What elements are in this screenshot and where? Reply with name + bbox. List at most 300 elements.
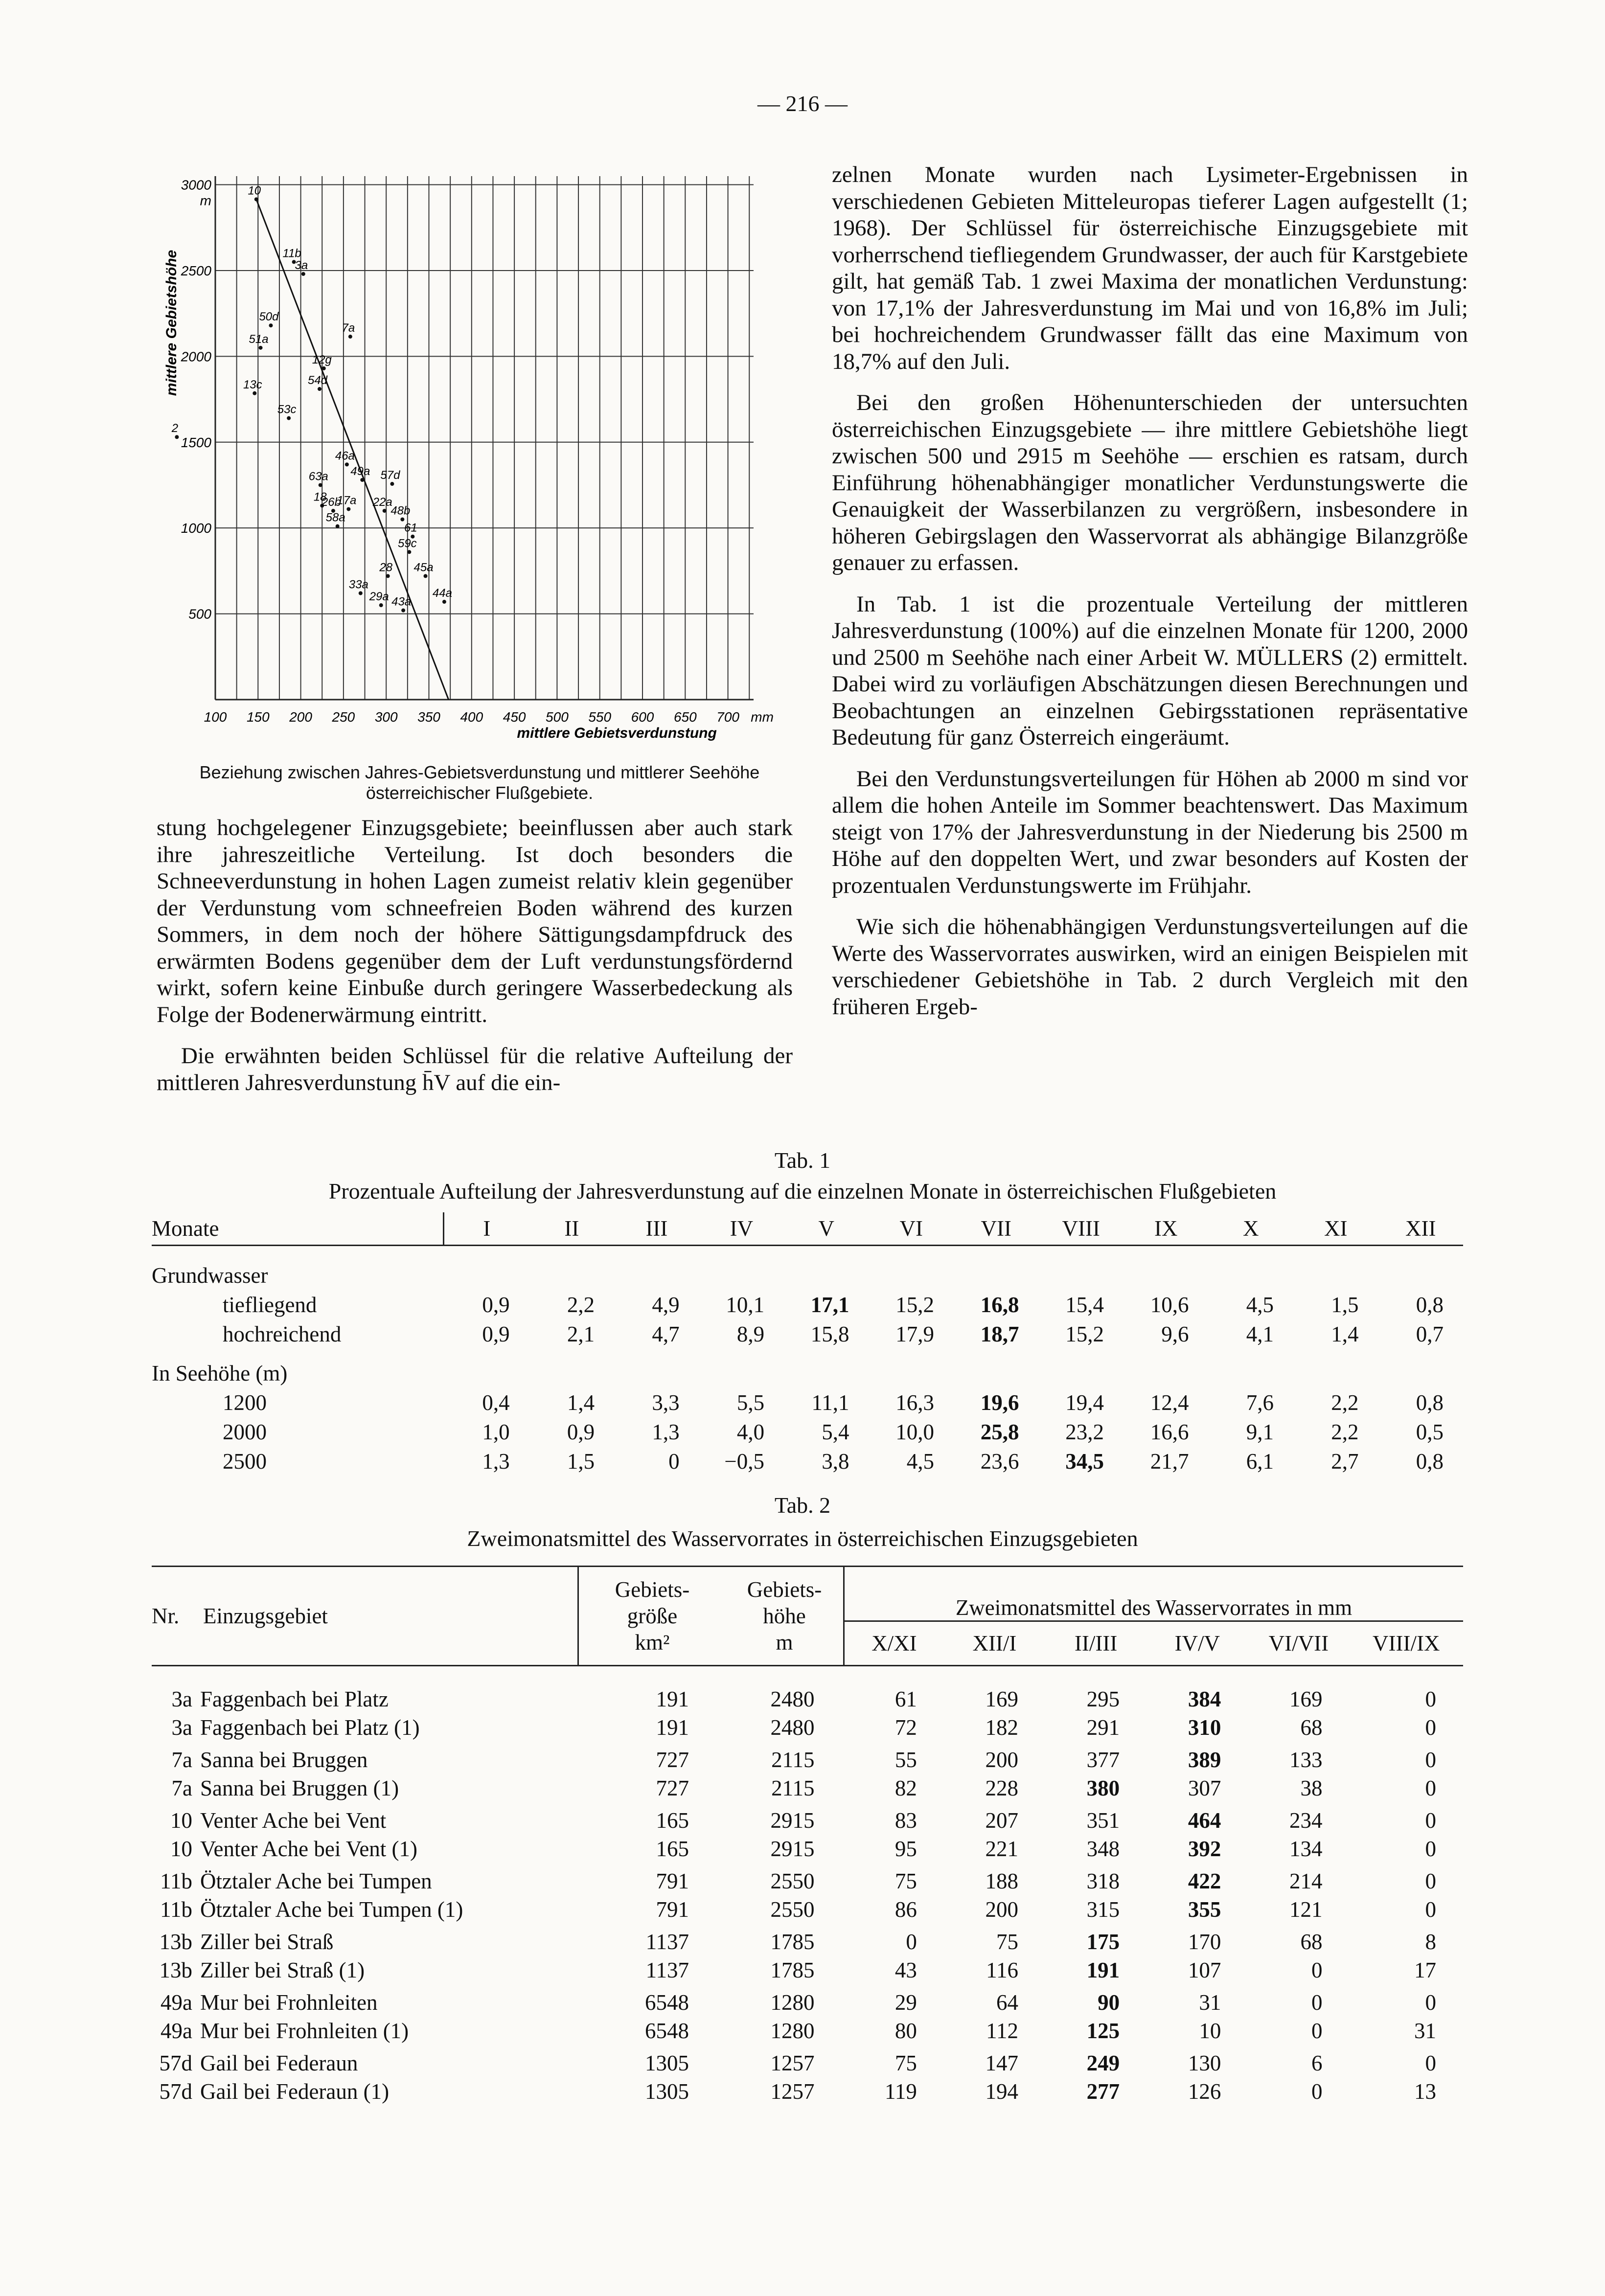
- point-label: 26b: [321, 496, 341, 509]
- month-header: XII: [1405, 1216, 1436, 1241]
- cell-name: Ziller bei Straß (1): [200, 1958, 365, 1982]
- table-cell: 4,7: [652, 1322, 680, 1346]
- cell-value: 200: [985, 1897, 1019, 1922]
- cell-value: 291: [1086, 1715, 1120, 1740]
- cell-size: 6548: [645, 2019, 689, 2043]
- table-cell: 0,8: [1416, 1449, 1444, 1474]
- table-row: [152, 2017, 1463, 2045]
- cell-value: 8: [1425, 1930, 1436, 1954]
- point-label: 3a: [295, 258, 308, 272]
- x-axis-title: mittlere Gebietsverdunstung: [517, 725, 717, 741]
- x-tick-label: 250: [332, 709, 355, 725]
- cell-value: 228: [985, 1776, 1019, 1800]
- x-tick-label: 100: [204, 709, 227, 725]
- cell-nr: 3a: [171, 1715, 192, 1740]
- table-row: [152, 2049, 1463, 2077]
- header-nr: Nr.: [152, 1604, 180, 1628]
- cell-value: 55: [894, 1748, 917, 1772]
- table-cell: 34,5: [1065, 1449, 1104, 1474]
- cell-value: 310: [1188, 1715, 1221, 1740]
- table-cell: 0,8: [1416, 1390, 1444, 1415]
- cell-value: 234: [1289, 1808, 1323, 1833]
- cell-value: 0: [1425, 1776, 1436, 1800]
- cell-value: 0: [1425, 2051, 1436, 2075]
- data-point: [386, 574, 390, 578]
- page-number: — 216 —: [757, 91, 848, 116]
- table-cell: 11,1: [811, 1390, 849, 1415]
- table-cell: 0,7: [1416, 1322, 1444, 1346]
- table-cell: 1,4: [1331, 1322, 1359, 1346]
- table-row: [152, 1319, 1463, 1349]
- table-cell: 9,6: [1161, 1322, 1189, 1346]
- cell-nr: 10: [170, 1808, 192, 1833]
- table-row: [152, 1895, 1463, 1924]
- cell-name: Ötztaler Ache bei Tumpen (1): [200, 1897, 463, 1922]
- cell-value: 107: [1188, 1958, 1221, 1982]
- table-cell: 0,9: [482, 1293, 510, 1317]
- tab1-title: Prozentuale Aufteilung der Jahresverdunstung auf die einzelnen Monate in österreichischen Flußgebieten: [328, 1179, 1277, 1204]
- x-tick-label: 500: [546, 709, 569, 725]
- cell-value: 82: [894, 1776, 917, 1800]
- cell-height: 1785: [770, 1958, 815, 1982]
- point-label: 28: [379, 561, 393, 574]
- table-row: [152, 1928, 1463, 1956]
- cell-nr: 13b: [159, 1958, 192, 1982]
- table-cell: 16,3: [895, 1390, 935, 1415]
- table-water-storage: [152, 1566, 1463, 2106]
- cell-value: 31: [1414, 2019, 1436, 2043]
- cell-size: 6548: [645, 1990, 689, 2015]
- cell-value: 194: [985, 2079, 1019, 2104]
- cell-height: 2550: [770, 1869, 815, 1893]
- cell-value: 384: [1188, 1687, 1221, 1711]
- y-tick-label: 2000: [181, 349, 211, 364]
- table-cell: 5,5: [736, 1390, 765, 1415]
- table-cell: 4,0: [736, 1420, 765, 1444]
- cell-size: 1137: [645, 1958, 689, 1982]
- cell-value: 75: [996, 1930, 1019, 1954]
- cell-value: 0: [1311, 1958, 1323, 1982]
- cell-height: 1785: [770, 1930, 815, 1954]
- point-label: 44a: [432, 587, 452, 600]
- point-label: 11b: [282, 247, 301, 260]
- table-cell: 2,2: [1331, 1420, 1359, 1444]
- point-label: 29a: [369, 590, 389, 604]
- month-header: II: [564, 1216, 579, 1241]
- data-point: [359, 591, 363, 595]
- cell-name: Mur bei Frohnleiten (1): [200, 2019, 409, 2043]
- table-cell: 15,8: [810, 1322, 849, 1346]
- cell-value: 0: [1425, 1748, 1436, 1772]
- cell-value: 0: [1311, 2079, 1323, 2104]
- table-cell: 23,2: [1065, 1420, 1104, 1444]
- row-label: 2500: [223, 1449, 267, 1474]
- point-label: 63a: [308, 470, 328, 483]
- header-height: Gebiets- höhe m: [726, 1567, 844, 1666]
- table-cell: 2,1: [567, 1322, 595, 1346]
- table-cell: 1,3: [482, 1449, 510, 1474]
- cell-size: 1305: [645, 2051, 689, 2075]
- cell-value: 147: [985, 2051, 1019, 2075]
- cell-value: 169: [1289, 1687, 1323, 1711]
- cell-value: 61: [894, 1687, 917, 1711]
- cell-value: 126: [1188, 2079, 1221, 2104]
- cell-size: 165: [656, 1808, 689, 1833]
- x-tick-label: 150: [246, 709, 270, 725]
- table-cell: 16,8: [980, 1293, 1019, 1317]
- point-label: 54d: [307, 374, 328, 387]
- cell-name: Mur bei Frohnleiten: [200, 1990, 378, 2015]
- table-row: [152, 2077, 1463, 2106]
- cell-value: 90: [1098, 1990, 1120, 2015]
- right-column: [832, 161, 1468, 1035]
- table-monthly-distribution: [152, 1212, 1463, 1476]
- cell-value: 95: [894, 1837, 917, 1861]
- cell-value: 380: [1086, 1776, 1120, 1800]
- month-header: VIII: [1062, 1216, 1100, 1241]
- table-cell: 0: [668, 1449, 680, 1474]
- left-column: [157, 815, 793, 1111]
- data-point: [269, 323, 273, 327]
- cell-value: 0: [1425, 1990, 1436, 2015]
- cell-value: 0: [906, 1930, 917, 1954]
- month-header: V: [818, 1216, 835, 1241]
- data-point: [175, 435, 179, 439]
- cell-height: 2550: [770, 1897, 815, 1922]
- point-label: 12g: [312, 353, 332, 366]
- cell-value: 0: [1425, 1808, 1436, 1833]
- table-cell: 12,4: [1150, 1390, 1189, 1415]
- data-point: [379, 603, 383, 607]
- column-header: Monate: [152, 1212, 444, 1246]
- row-label: 1200: [223, 1390, 267, 1415]
- point-label: 43a: [391, 595, 412, 609]
- point-label: 33a: [348, 578, 368, 591]
- cell-height: 2915: [770, 1837, 815, 1861]
- cell-value: 0: [1425, 1897, 1436, 1922]
- cell-value: 318: [1086, 1869, 1120, 1893]
- data-point: [383, 509, 387, 513]
- data-point: [252, 391, 256, 395]
- cell-nr: 49a: [160, 1990, 192, 2015]
- cell-value: 68: [1300, 1715, 1323, 1740]
- cell-nr: 10: [170, 1837, 192, 1861]
- cell-value: 0: [1425, 1715, 1436, 1740]
- table-cell: 1,5: [1331, 1293, 1359, 1317]
- cell-nr: 11b: [160, 1869, 192, 1893]
- table-row: [152, 1290, 1463, 1319]
- cell-value: 13: [1414, 2079, 1436, 2104]
- point-label: 48b: [390, 504, 411, 518]
- table-cell: 8,9: [736, 1322, 765, 1346]
- cell-value: 0: [1425, 1837, 1436, 1861]
- paragraph: In Tab. 1 ist die prozentuale Verteilung der mittleren Jahresverdunstung (100%) auf die einzelnen Monate für 1200, 2000 und 2500 m Seehöhe nach einer Arbeit W. MÜLLERS (2) ermittelt. Dabei wird zu vorläufigen Abschätzungen diesen Berechnungen und Beobachtungen an einzelnen Gebirgsstationen repräsentative Bedeutung für ganz Österreich eingeräumt.: [832, 591, 1468, 750]
- cell-value: 121: [1289, 1897, 1323, 1922]
- cell-value: 0: [1425, 1869, 1436, 1893]
- cell-height: 1257: [770, 2051, 815, 2075]
- period-header: II/III: [1074, 1631, 1118, 1656]
- cell-value: 191: [1086, 1958, 1120, 1982]
- cell-height: 2915: [770, 1808, 815, 1833]
- table-row: [152, 1988, 1463, 2017]
- scatter-chart: [161, 161, 812, 763]
- cell-value: 38: [1300, 1776, 1323, 1800]
- table-cell: 0,9: [482, 1322, 510, 1346]
- month-header: I: [483, 1216, 491, 1241]
- cell-name: Faggenbach bei Platz: [200, 1687, 389, 1711]
- paragraph: stung hochgelegener Einzugsgebiete; beeinflussen aber auch stark ihre jahreszeitliche Verteilung. Ist doch besonders die Schneeverdunstung in hohen Lagen zumeist relativ klein gegenüber der Verdunstung vom schneefreien Boden während des kurzen Sommers, in dem noch der höhere Sättigungsdampfdruck des erwärmten Bodens gegenüber dem der Luft verdunstungsfördernd wirkt, sofern keine Einbuße durch geringere Wasserbedeckung als Folge der Bodenerwärmung eintritt.: [157, 815, 793, 1027]
- figure-caption: Beziehung zwischen Jahres-Gebietsverdunstung und mittlerer Seehöhe österreichischer Flußgebiete.: [199, 762, 760, 803]
- point-label: 17a: [337, 494, 357, 507]
- table-row: [152, 1746, 1463, 1774]
- cell-nr: 3a: [171, 1687, 192, 1711]
- row-label: tiefliegend: [223, 1293, 317, 1317]
- point-label: 49a: [350, 464, 370, 478]
- table-cell: 21,7: [1150, 1449, 1189, 1474]
- table-cell: 7,6: [1246, 1390, 1274, 1415]
- table-cell: 4,5: [906, 1449, 935, 1474]
- cell-value: 348: [1086, 1837, 1120, 1861]
- cell-nr: 11b: [160, 1897, 192, 1922]
- y-axis-title: mittlere Gebietshöhe: [163, 250, 180, 396]
- table-cell: 0,9: [567, 1420, 595, 1444]
- point-label: 45a: [413, 561, 434, 574]
- cell-size: 727: [656, 1776, 689, 1800]
- table-cell: 25,8: [980, 1420, 1019, 1444]
- period-header: VI/VII: [1268, 1631, 1329, 1656]
- cell-nr: 7a: [171, 1776, 192, 1800]
- data-point: [287, 416, 291, 420]
- header-size: Gebiets- größe km²: [615, 1577, 690, 1655]
- cell-size: 791: [656, 1869, 689, 1893]
- cell-value: 249: [1086, 2051, 1120, 2075]
- cell-name: Ötztaler Ache bei Tumpen: [200, 1869, 432, 1893]
- cell-height: 1280: [770, 1990, 815, 2015]
- cell-value: 29: [894, 1990, 917, 2015]
- data-point: [301, 272, 305, 276]
- cell-value: 116: [986, 1958, 1019, 1982]
- cell-nr: 57d: [159, 2079, 192, 2104]
- cell-height: 2480: [770, 1715, 815, 1740]
- table-cell: 18,7: [980, 1322, 1019, 1346]
- month-header: IV: [730, 1216, 754, 1241]
- table-row: [152, 1835, 1463, 1863]
- cell-value: 175: [1086, 1930, 1120, 1954]
- x-unit-label: mm: [751, 709, 774, 725]
- table-cell: 2,2: [1331, 1390, 1359, 1415]
- cell-value: 389: [1188, 1748, 1221, 1772]
- month-header: VI: [899, 1216, 923, 1241]
- cell-value: 0: [1311, 1990, 1323, 2015]
- x-tick-label: 650: [673, 709, 697, 725]
- paragraph: zelnen Monate wurden nach Lysimeter-Ergebnissen in verschiedenen Gebieten Mitteleuropas tieferer Lagen aufgestellt (1; 1968). Der Schlüssel für österreichische Einzugsgebiete mit vorherrschend tiefliegendem Grundwasser, der auch für Karstgebiete gilt, hat gemäß Tab. 1 zwei Maxima der monatlichen Verdunstung: von 17,1% der Jahresverdunstung im Mai und von 16,8% im Juli; bei hochreichendem Grundwasser fällt das eine Maximum von 18,7% auf den Juli.: [832, 162, 1468, 374]
- cell-name: Faggenbach bei Platz (1): [200, 1715, 420, 1740]
- cell-value: 86: [894, 1897, 917, 1922]
- period-header: X/XI: [871, 1631, 917, 1656]
- cell-height: 1280: [770, 2019, 815, 2043]
- cell-value: 119: [885, 2079, 917, 2104]
- data-point: [346, 507, 350, 511]
- period-header: VIII/IX: [1373, 1631, 1440, 1656]
- cell-value: 351: [1086, 1808, 1120, 1833]
- cell-name: Ziller bei Straß: [200, 1930, 334, 1954]
- cell-value: 43: [894, 1958, 917, 1982]
- cell-value: 188: [985, 1869, 1019, 1893]
- cell-value: 72: [894, 1715, 917, 1740]
- group-label: In Seehöhe (m): [152, 1361, 288, 1386]
- data-point: [424, 574, 428, 578]
- cell-name: Gail bei Federaun (1): [200, 2079, 390, 2104]
- table-cell: 4,5: [1246, 1293, 1274, 1317]
- data-point: [254, 197, 258, 201]
- point-label: 50d: [259, 310, 279, 324]
- point-label: 46a: [335, 449, 355, 463]
- tab2-label: Tab. 2: [774, 1493, 831, 1518]
- table-cell: 3,8: [822, 1449, 849, 1474]
- cell-name: Venter Ache bei Vent: [200, 1808, 387, 1833]
- x-tick-label: 400: [460, 709, 483, 725]
- cell-value: 75: [894, 2051, 917, 2075]
- cell-name: Sanna bei Bruggen: [200, 1748, 368, 1772]
- x-tick-label: 550: [588, 709, 612, 725]
- cell-value: 125: [1086, 2019, 1120, 2043]
- cell-value: 355: [1188, 1897, 1221, 1922]
- point-label: 51a: [249, 332, 269, 346]
- x-tick-label: 200: [289, 709, 312, 725]
- x-tick-label: 300: [374, 709, 398, 725]
- table-cell: 4,9: [652, 1293, 680, 1317]
- table-cell: −0,5: [724, 1449, 765, 1474]
- table-row: [152, 1685, 1463, 1713]
- table-cell: 2,2: [567, 1293, 595, 1317]
- point-label: 61: [404, 521, 417, 535]
- cell-value: 0: [1311, 2019, 1323, 2043]
- data-point: [401, 609, 405, 613]
- cell-size: 791: [656, 1897, 689, 1922]
- cell-value: 0: [1425, 1687, 1436, 1711]
- data-point: [360, 478, 364, 482]
- row-label: 2000: [223, 1420, 267, 1444]
- table-cell: 17,1: [810, 1293, 849, 1317]
- cell-size: 727: [656, 1748, 689, 1772]
- point-label: 10: [248, 184, 261, 198]
- cell-value: 200: [985, 1748, 1019, 1772]
- table-row: [152, 1447, 1463, 1476]
- cell-value: 10: [1199, 2019, 1221, 2043]
- data-point: [400, 518, 404, 522]
- data-point: [336, 524, 340, 528]
- table-cell: 0,4: [482, 1390, 510, 1415]
- cell-value: 307: [1188, 1776, 1221, 1800]
- table-cell: 1,3: [652, 1420, 680, 1444]
- cell-value: 169: [985, 1687, 1019, 1711]
- table-cell: 19,4: [1065, 1390, 1104, 1415]
- table-cell: 19,6: [980, 1390, 1019, 1415]
- table-cell: 16,6: [1150, 1420, 1189, 1444]
- cell-value: 182: [985, 1715, 1019, 1740]
- y-tick-label: 1500: [181, 434, 211, 450]
- y-tick-label: 3000: [181, 177, 211, 193]
- table-cell: 6,1: [1246, 1449, 1274, 1474]
- cell-height: 2115: [771, 1748, 815, 1772]
- cell-value: 377: [1086, 1748, 1120, 1772]
- paragraph: Bei den großen Höhenunterschieden der untersuchten österreichischen Einzugsgebiete — ihre mittlere Gebietshöhe liegt zwischen 500 und 2915 m Seehöhe — erschien es ratsam, durch Einführung höhenabhängiger monatlicher Verdunstungswerte die Genauigkeit der Wasserbilanzen zu vergrößern, insbesondere in höheren Gebirgslagen den Wasservorrat als abhängige Bilanzgröße genauer zu erfassen.: [832, 390, 1468, 575]
- point-label: 59c: [397, 537, 417, 550]
- cell-value: 17: [1414, 1958, 1436, 1982]
- cell-size: 191: [656, 1715, 689, 1740]
- cell-value: 68: [1300, 1930, 1323, 1954]
- table-cell: 15,4: [1065, 1293, 1104, 1317]
- cell-nr: 57d: [159, 2051, 192, 2075]
- tab2-title: Zweimonatsmittel des Wasservorrates in österreichischen Einzugsgebieten: [467, 1526, 1138, 1551]
- cell-height: 1257: [770, 2079, 815, 2104]
- table-cell: 15,2: [1065, 1322, 1104, 1346]
- month-header: III: [645, 1216, 668, 1241]
- data-point: [442, 600, 446, 604]
- table-row: [152, 1713, 1463, 1742]
- month-header: XI: [1324, 1216, 1348, 1241]
- data-point: [322, 366, 326, 370]
- point-label: 22a: [372, 496, 392, 509]
- cell-value: 64: [996, 1990, 1019, 2015]
- period-header: XII/I: [972, 1631, 1017, 1656]
- month-header: IX: [1154, 1216, 1178, 1241]
- table-row: [152, 1867, 1463, 1895]
- cell-name: Venter Ache bei Vent (1): [200, 1837, 418, 1861]
- cell-size: 1137: [645, 1930, 689, 1954]
- cell-value: 277: [1086, 2079, 1120, 2104]
- table-cell: 10,0: [895, 1420, 935, 1444]
- paragraph: Die erwähnten beiden Schlüssel für die relative Aufteilung der mittleren Jahresverdunstung h̄V auf die ein-: [157, 1043, 793, 1095]
- cell-nr: 49a: [160, 2019, 192, 2043]
- x-tick-label: 350: [417, 709, 440, 725]
- cell-size: 165: [656, 1837, 689, 1861]
- data-point: [345, 462, 349, 466]
- cell-height: 2480: [770, 1687, 815, 1711]
- table-cell: 17,9: [895, 1322, 935, 1346]
- point-label: 57d: [380, 469, 400, 482]
- cell-value: 112: [986, 2019, 1019, 2043]
- data-point: [259, 346, 263, 350]
- table-cell: 1,5: [567, 1449, 595, 1474]
- table-cell: 0,5: [1416, 1420, 1444, 1444]
- cell-value: 80: [894, 2019, 917, 2043]
- point-label: 58a: [325, 511, 345, 524]
- cell-value: 133: [1289, 1748, 1323, 1772]
- header-name: Einzugsgebiet: [198, 1567, 578, 1666]
- cell-value: 6: [1311, 2051, 1323, 2075]
- table-cell: 5,4: [822, 1420, 849, 1444]
- paragraph: Wie sich die höhenabhängigen Verdunstungsverteilungen auf die Werte des Wasservorrates auswirken, wird an einigen Beispielen mit verschiedener Gebietshöhe in Tab. 2 durch Vergleich mit den früheren Ergeb-: [832, 914, 1468, 1020]
- cell-value: 75: [894, 1869, 917, 1893]
- cell-size: 1305: [645, 2079, 689, 2104]
- cell-value: 295: [1086, 1687, 1120, 1711]
- cell-value: 221: [985, 1837, 1019, 1861]
- table-cell: 3,3: [652, 1390, 680, 1415]
- table-cell: 10,6: [1150, 1293, 1189, 1317]
- point-label: 13c: [243, 378, 262, 391]
- data-point: [407, 550, 411, 554]
- x-tick-label: 700: [716, 709, 739, 725]
- cell-value: 134: [1289, 1837, 1323, 1861]
- cell-value: 315: [1086, 1897, 1120, 1922]
- data-point: [390, 482, 394, 486]
- table-row: [152, 1774, 1463, 1802]
- table-row: [152, 1388, 1463, 1417]
- cell-nr: 7a: [171, 1748, 192, 1772]
- x-tick-label: 450: [503, 709, 526, 725]
- cell-value: 83: [894, 1808, 917, 1833]
